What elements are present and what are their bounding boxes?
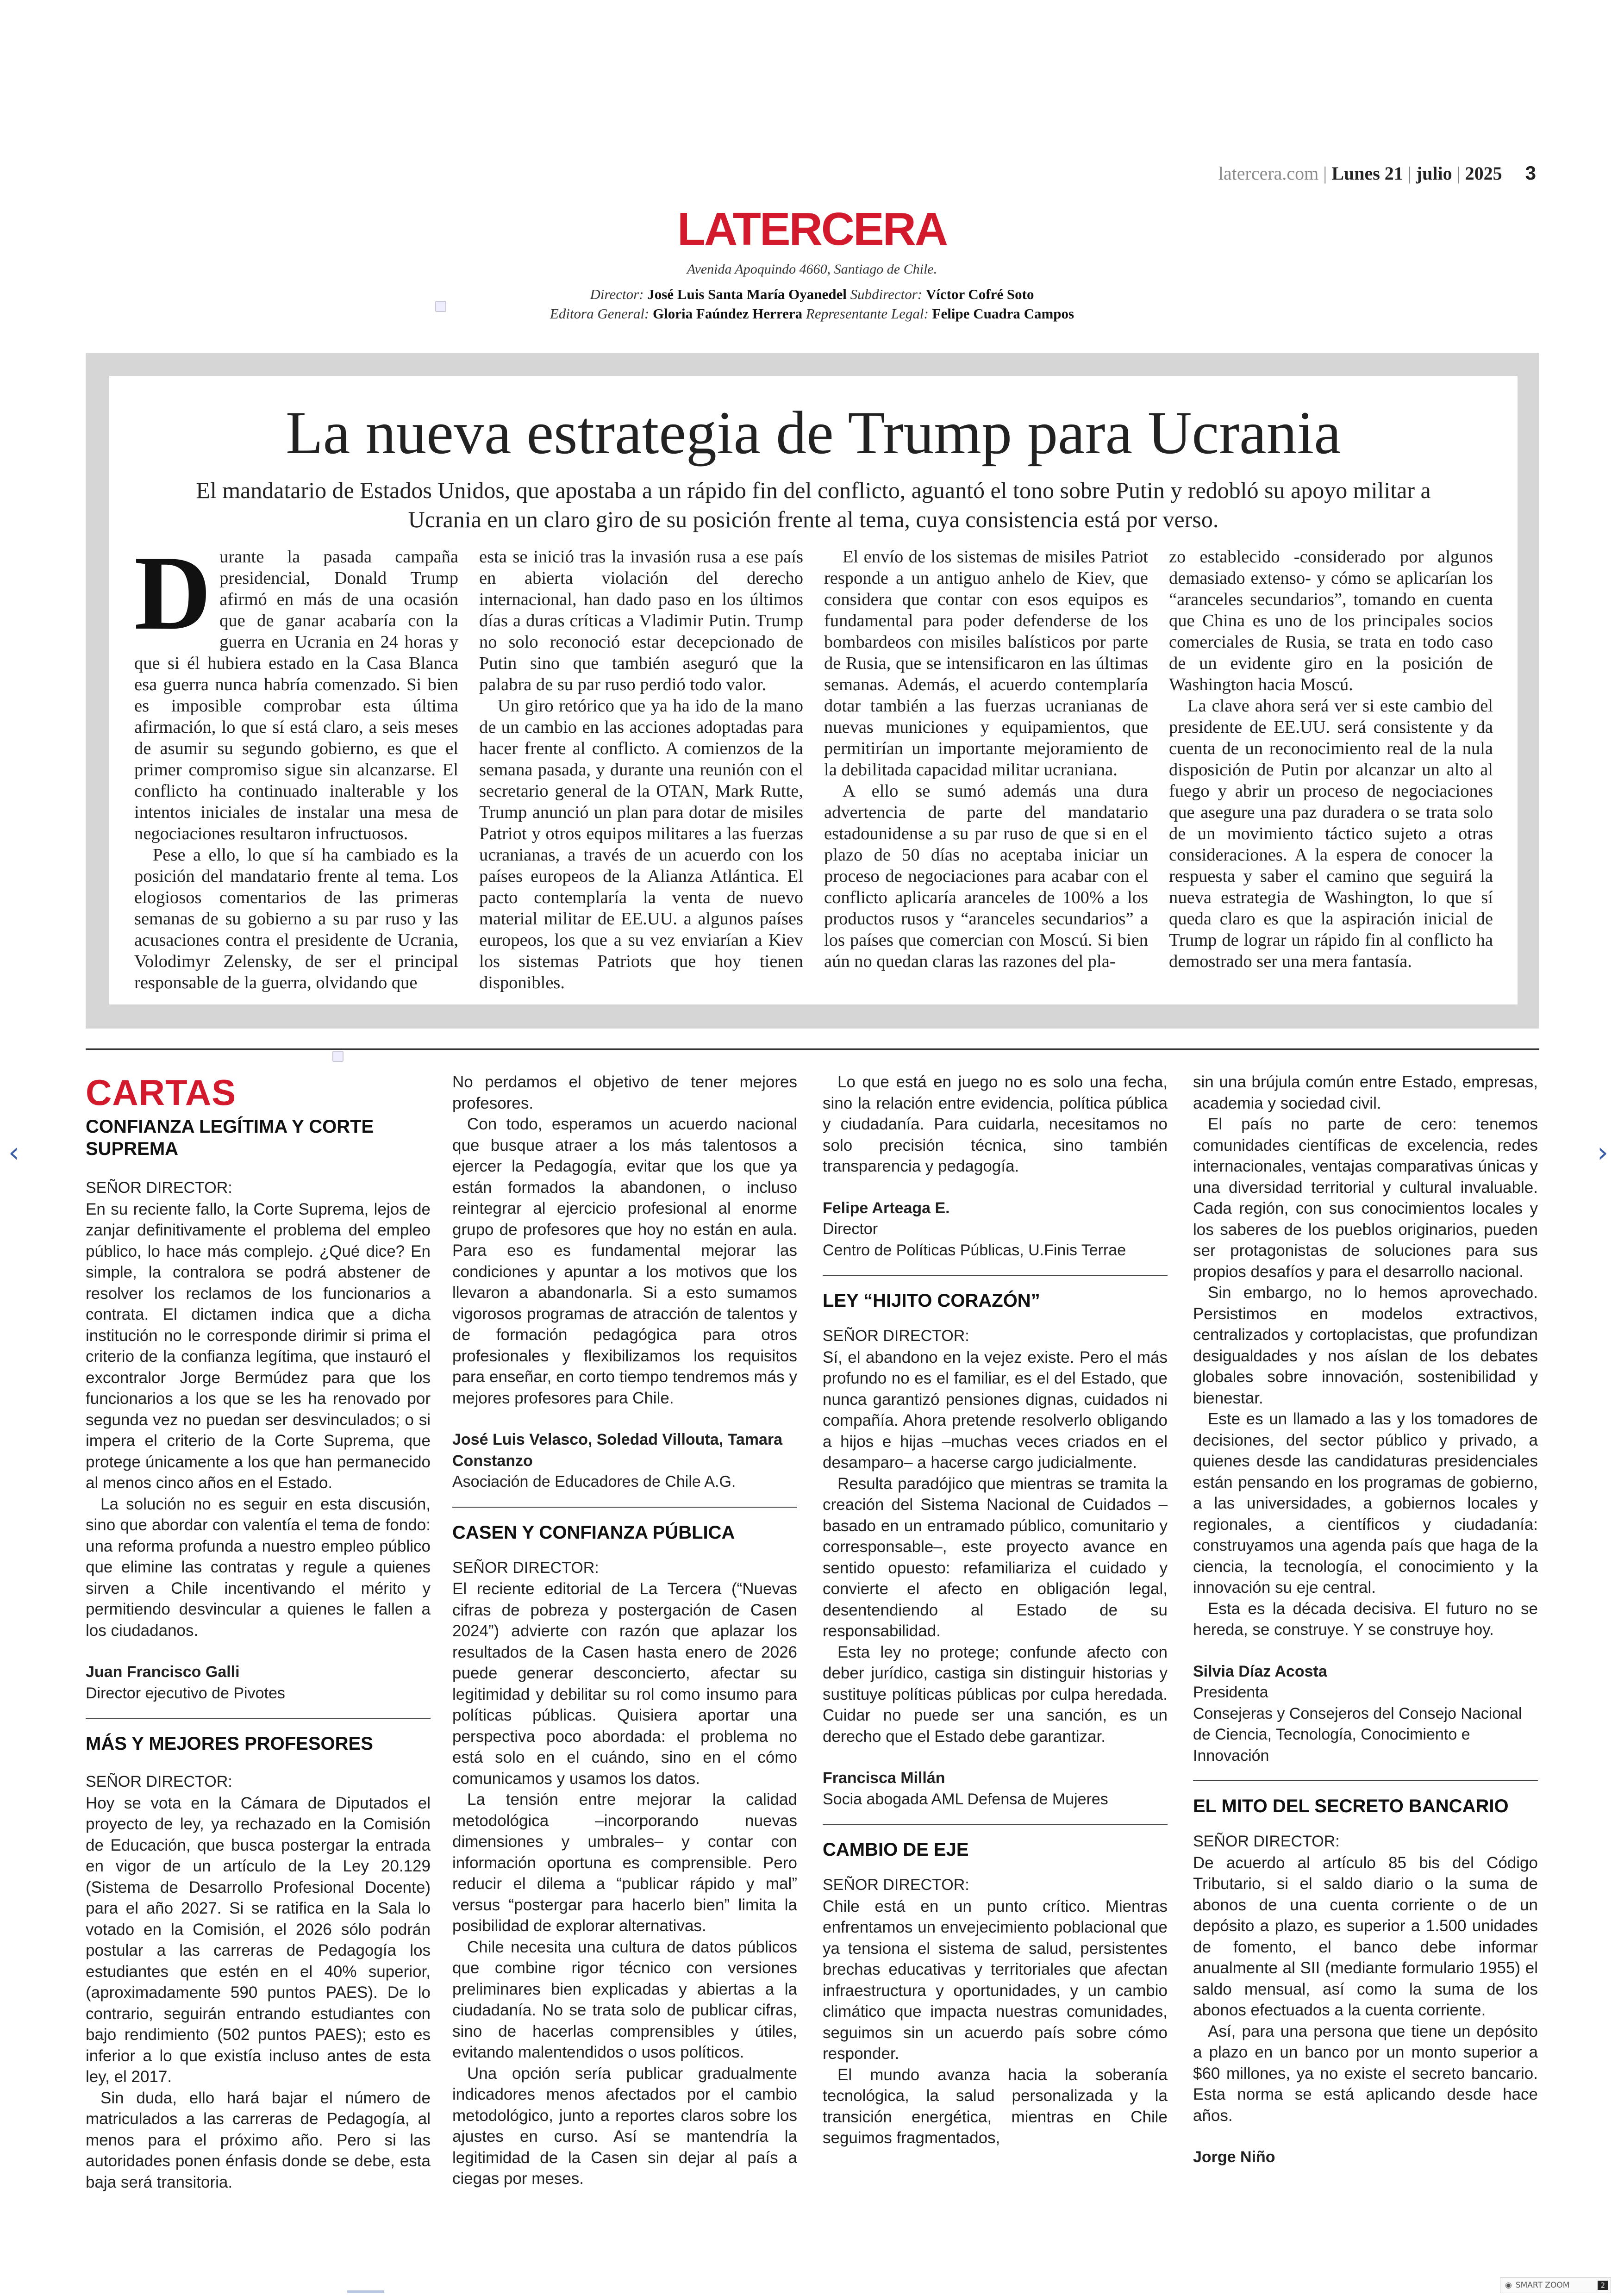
editorial-paragraph: Pese a ello, lo que sí ha cambiado es la posición del mandatario frente al tema. Los elogiosos comentarios de las primeras semanas de su gobierno a su par ruso y las acusaciones contra el presidente de Ucrania, Volodimyr Zelensky, de ser el principal responsable de la guerra, olvidando que: [134, 845, 458, 992]
letter-role: Director: [823, 1220, 878, 1238]
smart-zoom-button[interactable]: [1500, 2277, 1611, 2293]
letter-heading: LEY “HIJITO CORAZÓN”: [823, 1291, 1040, 1311]
salutation: SEÑOR DIRECTOR:: [86, 1773, 232, 1790]
editorial-paragraph: urante la pasada campaña presidencial, Donald Trump afirmó en más de una ocasión que de ganar acabaría con la guerra en Ucrania en 24 horas y que si él hubiera estado en la Casa Blanca esa guerra nunca habría comenzado. Si bien es imposible comprobar esta última afirmación, lo que sí está claro, a seis meses de asumir su segundo gobierno, es que el primer compromiso sigue sin alcanzarse. El conflicto ha continuado inalterable y los intentos iniciales de instalar una mesa de negociaciones resultaron infructuosos.: [134, 547, 458, 843]
letter-paragraph: Chile necesita una cultura de datos públicos que combine rigor técnico con versiones preliminares bien explicadas y abiertas a la ciudadanía. No se trata solo de publicar cifras, sino de hacerlas comprensibles y útiles, evitando malentendidos o usos políticos.: [452, 1938, 797, 2061]
letters-column-3: [823, 1072, 1168, 2149]
letters-column-1: [86, 1116, 431, 2193]
letter-paragraph: El reciente editorial de La Tercera (“Nuevas cifras de pobreza y postergación de Casen 2024”) advierte con razón que aplazar los resultados de la Casen hasta enero de 2026 puede generar desconcierto, afectar su legitimidad y debilitar su rol como insumo para políticas públicas. Quisiera aportar una perspectiva poco abordada: el problema no está solo en el cuándo, sino en el cómo comunicamos y usamos los datos.: [452, 1580, 797, 1788]
newspaper-logo: LATERCERA: [677, 203, 947, 255]
editorial-column-3: [824, 546, 1148, 972]
editorial-paragraph: El envío de los sistemas de misiles Patriot responde a un antiguo anhelo de Kiev, que considera que contar con esos equipos es fundamental para poder defenderse de los bombardeos con misiles balísticos por parte de Rusia, que se intensificaron en las últimas semanas. Además, el acuerdo contemplaría dotar también a las fuerzas ucranianas de nuevas municiones y equipamientos, que permitirían un importante mejoramiento de la debilitada capacidad militar ucraniana.: [824, 547, 1148, 780]
letter-paragraph: Así, para una persona que tiene un depósito a plazo en un banco por un monto superior a $60 millones, ya no existe el secreto bancario. Esta norma se está aplicando desde hace años.: [1193, 2022, 1538, 2125]
letter-paragraph: Una opción sería publicar gradualmente indicadores menos afectados por el cambio metodológico, junto a reportes claros sobre los ajustes en curso. Así se mantendría la legitimidad de la Casen sin dejar al país a ciegas por meses.: [452, 2064, 797, 2188]
section-title: CARTAS: [86, 1072, 237, 1113]
letter-signature: José Luis Velasco, Soledad Villouta, Tamara Constanzo: [452, 1431, 783, 1470]
letter-paragraph: Lo que está en juego no es solo una fecha, sino la relación entre evidencia, política pública y ciudadanía. Para cuidarla, necesitamos no solo precisión técnica, sino también transparencia y pedagogía.: [823, 1073, 1168, 1175]
salutation: SEÑOR DIRECTOR:: [1193, 1833, 1340, 1850]
annotation-marker-icon[interactable]: [435, 301, 446, 312]
editorial-paragraph: esta se inició tras la invasión rusa a ese país en abierta violación del derecho internacional, han dado paso en los últimos días a duras críticas a Vladimir Putin. Trump no solo reconoció estar decepcionado de Putin sino que también aseguró que la palabra de su par ruso perdió todo valor.: [479, 547, 803, 694]
letter-role: Socia abogada AML Defensa de Mujeres: [823, 1790, 1108, 1808]
letter-paragraph: Resulta paradójico que mientras se tramita la creación del Sistema Nacional de Cuidados –basado en un entramado público, comunitario y corresponsable–, este proyecto avance en sentido opuesto: refamiliariza el cuidado y convierte el afecto en obligación legal, desentendiendo al Estado de su responsabilidad.: [823, 1474, 1168, 1640]
letter-heading: EL MITO DEL SECRETO BANCARIO: [1193, 1796, 1509, 1816]
letter-paragraph: Esta es la década decisiva. El futuro no se hereda, se construye. Y se construye hoy.: [1193, 1599, 1538, 1639]
salutation: SEÑOR DIRECTOR:: [452, 1559, 599, 1577]
editorial-subtitle: El mandatario de Estados Unidos, que apostaba a un rápido fin del conflicto, aguantó el tono sobre Putin y redobló su apoyo militar a Ucrania en un claro giro de su posición frente al tema, cuya consistencia está por verso.: [196, 477, 1431, 532]
letter-paragraph: La tensión entre mejorar la calidad metodológica –incorporando nuevas dimensiones y umbrales– y contar con información oportuna es comprensible. Pero reducir el dilema a “publicar rápido y mal” versus “postergar para hacerlo bien” limita la posibilidad de explorar alternativas.: [452, 1790, 797, 1935]
editorial-column-2: [479, 546, 803, 993]
site-name: latercera.com: [1218, 163, 1319, 184]
letter-paragraph: Esta ley no protege; confunde afecto con deber jurídico, castiga sin distinguir historias y sustituye políticas públicas por culpa heredada. Cuidar no puede ser una sanción, es un derecho que el Estado debe garantizar.: [823, 1643, 1168, 1746]
letter-signature: Silvia Díaz Acosta: [1193, 1662, 1327, 1680]
chevron-right-icon[interactable]: ›: [1597, 1136, 1608, 1169]
staff-line-2: Editora General: Gloria Faúndez Herrera Representante Legal: Felipe Cuadra Campos: [550, 306, 1074, 322]
letter-heading: MÁS Y MEJORES PROFESORES: [86, 1734, 373, 1754]
date-month: julio: [1416, 163, 1452, 184]
letter-paragraph: Hoy se vota en la Cámara de Diputados el proyecto de ley, ya rechazado en la Comisión de Educación, que busca postergar la entrada en vigor de un artículo de la Ley 20.129 (Sistema de Desarrollo Profesional Docente) para el año 2027. Si se ratifica en la Sala lo votado en la Comisión, el 2026 sólo podrán postular a las carreras de Pedagogía los estudiantes que estén en el 40% superior, (aproximadamente 590 puntos PAES). De lo contrario, seguirán entrando estudiantes con bajo rendimiento (502 puntos PAES); esto es inferior a lo que existía incluso antes de esta ley, el 2017.: [86, 1794, 431, 2086]
editorial-paragraph: La clave ahora será ver si este cambio del presidente de EE.UU. será consistente y da cuenta de un reconocimiento real de la nula disposición de Putin por alcanzar un alto al fuego y abrir un proceso de negociaciones que asegure una paz duradera o se trata solo de un movimiento táctico sujeto a otras consideraciones. A la espera de conocer la respuesta y saber el camino que seguirá la nueva estrategia de Washington, lo que sí queda claro es que la aspiración inicial de Trump de lograr un rápido fin al conflicto ha demostrado ser una mera fantasía.: [1169, 696, 1493, 971]
letter-paragraph: La solución no es seguir en esta discusión, sino que abordar con valentía el tema de fondo: una reforma profunda a nuestro empleo público que elimine las contratas y regule a quienes sirven a Chile incentivando el mérito y permitiendo desvincular a quienes le fallen a los ciudadanos.: [86, 1495, 431, 1640]
letter-paragraph: Sin embargo, no lo hemos aprovechado. Persistimos en modelos extractivos, centralizados y cortoplacistas, que profundizan desigualdades y nos aíslan de los debates globales sobre innovación, sostenibilidad y bienestar.: [1193, 1284, 1538, 1407]
letters-column-4: [1193, 1072, 1538, 2168]
letter-paragraph: En su reciente fallo, la Corte Suprema, lejos de zanjar definitivamente el problema del empleo público, lo hace más complejo. ¿Qué dice? En simple, la contralora se podrá abstener de resolver los reclamos de los funcionarios a contrata. El dictamen indica que a dicha institución no le corresponde dirimir si prima el criterio de la confianza legítima, que instauró el excontralor Jorge Bermúdez para que los funcionarios a los que se les ha renovado por segunda vez no puedan ser desvinculados; o si impera el criterio de la Corte Suprema, que protege únicamente a los que han permanecido al menos cinco años en el Estado.: [86, 1200, 431, 1492]
letter-paragraph: El país no parte de cero: tenemos comunidades científicas de excelencia, redes internacionales, ventajas comparativas únicas y una diversidad territorial y cultural invaluable. Cada región, con sus conocimientos locales y los saberes de los pueblos originarios, pueden ser protagonistas de soluciones para sus propios desafíos y para el desarrollo nacional.: [1193, 1115, 1538, 1281]
date-day: Lunes 21: [1331, 163, 1403, 184]
chevron-left-icon[interactable]: ‹: [8, 1136, 19, 1169]
salutation: SEÑOR DIRECTOR:: [823, 1876, 969, 1894]
editorial-column-1: [134, 534, 458, 993]
letter-signature: Francisca Millán: [823, 1769, 945, 1787]
editorial-paragraph: zo establecido -considerado por algunos demasiado extenso- y cómo se aplicarían los “aranceles secundarios”, tomando en cuenta que China es uno de los principales socios comerciales de Rusia, se trata en todo caso de un evidente giro en la posición de Washington hacia Moscú.: [1169, 547, 1493, 694]
date-year: 2025: [1465, 163, 1502, 184]
letters-column-2: [452, 1072, 797, 2189]
letter-role: Presidenta: [1193, 1684, 1268, 1701]
header-meta: latercera.com | Lunes 21 | julio | 2025 3: [1218, 162, 1536, 184]
letter-signature: Felipe Arteaga E.: [823, 1199, 950, 1217]
salutation: SEÑOR DIRECTOR:: [823, 1327, 969, 1345]
letter-paragraph: No perdamos el objetivo de tener mejores profesores.: [452, 1073, 797, 1112]
letter-signature: Jorge Niño: [1193, 2148, 1275, 2166]
letter-role: Centro de Políticas Públicas, U.Finis Terrae: [823, 1241, 1126, 1259]
editorial-column-4: [1169, 546, 1493, 972]
letter-paragraph: sin una brújula común entre Estado, empresas, academia y sociedad civil.: [1193, 1073, 1538, 1112]
letter-paragraph: Sí, el abandono en la vejez existe. Pero el más profundo no es el familiar, es el del Estado, que nunca garantizó pensiones dignas, cuidados ni compañía. Ahora pretende resolverlo obligando a hijos e hijas –muchas veces criados en el desamparo– a hacerse cargo judicialmente.: [823, 1348, 1168, 1472]
letter-paragraph: De acuerdo al artículo 85 bis del Código Tributario, si el saldo diario o la suma de abonos de una cuenta corriente o de un depósito a plazo, es superior a 1.500 unidades de fomento, el banco debe informar anualmente al SII (mediante formulario 1955) el saldo mensual, así como la suma de los abonos efectuados a la cuenta corriente.: [1193, 1853, 1538, 2019]
address: Avenida Apoquindo 4660, Santiago de Chile.: [687, 262, 937, 277]
editorial-paragraph: A ello se sumó además una dura advertencia de parte del mandatario estadounidense a su par ruso de que si en el plazo de 50 días no aceptaba iniciar un proceso de negociaciones para acabar con el conflicto aplicaría aranceles de 100% a los productos rusos y “aranceles secundarios” a los países que comercian con Moscú. Si bien aún no quedan claras las razones del pla-: [824, 781, 1148, 971]
page-number: 3: [1525, 162, 1536, 184]
eye-icon: ◉: [1505, 2281, 1512, 2290]
letter-role: Consejeras y Consejeros del Consejo Nacional de Ciencia, Tecnología, Conocimiento e Innovación: [1193, 1704, 1522, 1765]
editorial-title: La nueva estrategia de Trump para Ucrania: [286, 399, 1341, 467]
letter-heading: CONFIANZA LEGÍTIMA Y CORTE SUPREMA: [86, 1116, 374, 1159]
section-divider: [86, 1048, 1539, 1050]
letter-heading: CAMBIO DE EJE: [823, 1840, 969, 1860]
salutation: SEÑOR DIRECTOR:: [86, 1179, 232, 1197]
letter-role: Director ejecutivo de Pivotes: [86, 1684, 285, 1702]
letter-paragraph: Chile está en un punto crítico. Mientras enfrentamos un envejecimiento poblacional que ya tensiona el sistema de salud, persistentes brechas educativas y territoriales que afectan infraestructura y oportunidades, y un cambio climático que impacta nuestras comunidades, seguimos sin un acuerdo país sobre cómo responder.: [823, 1897, 1168, 2063]
letter-role: Asociación de Educadores de Chile A.G.: [452, 1473, 736, 1491]
letter-heading: CASEN Y CONFIANZA PÚBLICA: [452, 1522, 735, 1543]
letter-paragraph: Con todo, esperamos un acuerdo nacional que busque atraer a los más talentosos a ejercer la Pedagogía, evitar que los que ya están formados la abandonen, o incluso reintegrar al ejercicio profesional al enorme grupo de profesores que hoy no están en aula. Para eso es fundamental mejorar las condiciones y apuntar a los motivos que los llevaron a abandonarla. Si a esto sumamos vigorosos programas de atracción de talentos y de formación pedagógica para otros profesionales y flexibilizamos los requisitos para enseñar, en corto tiempo tendremos más y mejores profesores para Chile.: [452, 1115, 797, 1407]
smart-zoom-label: SMART ZOOM: [1515, 2281, 1570, 2290]
letter-paragraph: Sin duda, ello hará bajar el número de matriculados a las carreras de Pedagogía, al menos para el próximo año. Pero si las autoridades ponen énfasis donde se debe, esta baja será transitoria.: [86, 2089, 431, 2191]
annotation-marker-icon[interactable]: [332, 1051, 344, 1062]
scrollbar[interactable]: [347, 2290, 384, 2293]
staff-line-1: Director: José Luis Santa María Oyanedel Subdirector: Víctor Cofré Soto: [590, 286, 1034, 302]
smart-zoom-badge: 2: [1598, 2281, 1608, 2290]
drop-cap: D: [134, 534, 212, 652]
letter-paragraph: Este es un llamado a las y los tomadores de decisiones, del sector público y privado, a quienes desde las candidaturas presidenciales están pensando en los programas de gobierno, a las universidades, a gobiernos locales y regionales, a científicos y ciudadanía: construyamos una agenda país que haga de la ciencia, la tecnología, el conocimiento y la innovación su eje central.: [1193, 1410, 1538, 1597]
editorial-paragraph: Un giro retórico que ya ha ido de la mano de un cambio en las acciones adoptadas para hacer frente al conflicto. A comienzos de la semana pasada, y durante una reunión con el secretario general de la OTAN, Mark Rutte, Trump anunció un plan para dotar de misiles Patriot y otros equipos militares a las fuerzas ucranianas, a través de un acuerdo con los países europeos de la Alianza Atlántica. El pacto contemplaría la venta de nuevo material militar de EE.UU. a algunos países europeos, los que a su vez enviarían a Kiev los sistemas Patriots que hoy tienen disponibles.: [479, 696, 803, 992]
letter-signature: Juan Francisco Galli: [86, 1663, 240, 1681]
letter-paragraph: El mundo avanza hacia la soberanía tecnológica, la salud personalizada y la transición energética, mientras en Chile seguimos fragmentados,: [823, 2065, 1168, 2147]
